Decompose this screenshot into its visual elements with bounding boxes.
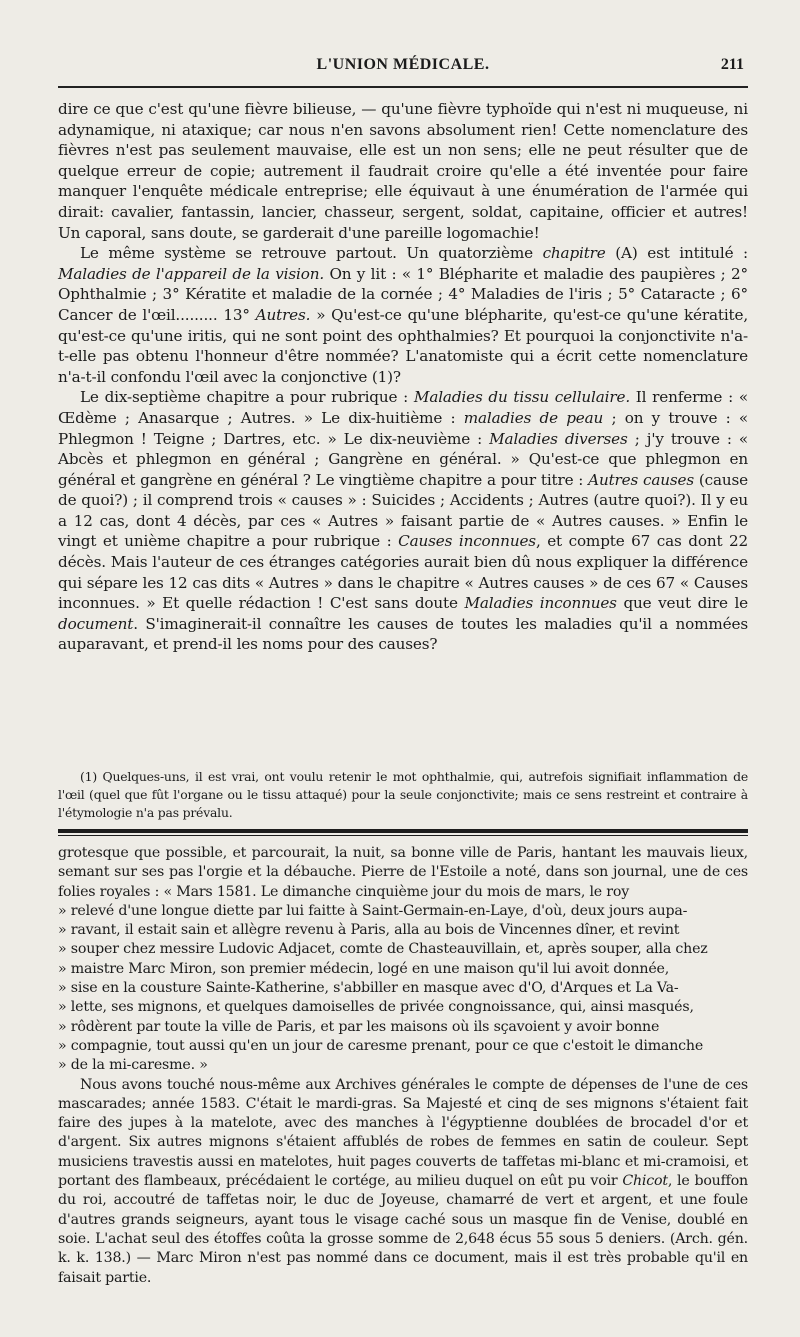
text-run: . S'imaginerait-il connaître les causes de toutes les maladies qu'il a nommées auparavant, et prend-il les noms pour des causes? [58,614,748,654]
footnote: (1) Quelques-uns, il est vrai, ont voulu retenir le mot ophthalmie, qui, autrefois signifiait inflammation de l'œil (quel que fût l'organe ou le tissu attaqué) pour la seule conjonctivite; mais ce sens restreint et contraire à l'étymologie n'a pas prévalu. [58,769,748,820]
italic-run: Maladies inconnues [464,594,617,613]
feuilleton-separator-thin [58,835,748,836]
text-run: Nous avons touché nous-même aux Archives générales le compte de dépenses de l'une de ces mascarades; année 1583. C'était le mardi-gras. Sa Majesté et cinq de ses mignons s'étaient fait faire des jupes à la matelote, avec des manches à l'égyptienne doublées de brocadel d'or et d'argent. Six autres mignons s'étaient affublés de robes de femmes en satin de couleur. Sept musiciens travestis aussi en matelotes, huit pages couverts de taffetas mi-blanc et mi-cramoisi, et portant des flambeaux, précédaient le cortége, au milieu duquel on eût pu voir [58,1076,748,1190]
header-rule [58,86,748,88]
text-run: (A) est intitulé : [605,244,748,263]
quote-line: » compagnie, tout aussi qu'en un jour de caresme prenant, pour ce que c'estoit le dimanche [58,1037,704,1054]
text-run: Le dix-septième chapitre a pour rubrique : [80,388,414,407]
text-run: » Qu'est-ce qu'une blépharite, qu'est-ce qu'une kératite, qu'est-ce qu'une iritis, qui ne sont point des ophthalmies? Et pourquoi la conjonctivite n'a-t-elle pas obtenu l'honneur d'être nommée? L'anatomiste qui a écrit cette nomenclature n'a-t-il confondu l'œil avec la conjonctive (1)? [58,305,749,386]
feuilleton-paragraph: grotesque que possible, et parcourait, la nuit, sa bonne ville de Paris, hantant les mauvais lieux, semant sur ses pas l'orgie et la débauche. Pierre de l'Estoile a noté, dans son journal, une de ces folies royales : « Mars 1581. Le dimanche cinquième jour du mois de mars, le roy [58,845,748,900]
quote-line: » ravant, il estait sain et allègre revenu à Paris, alla au bois de Vincennes dîner, et revint [58,922,680,939]
quote-line: » relevé d'une longue diette par lui faitte à Saint-Germain-en-Laye, d'où, deux jours aupa- [58,902,688,919]
italic-run: Chicot [622,1173,668,1190]
quote-line: » rôdèrent par toute la ville de Paris, et par les maisons où ils sçavoient y avoir bonne [58,1018,660,1035]
italic-run: Maladies diverses [489,429,628,448]
quote-line: » lette, ses mignons, et quelques damoiselles de privée congnoissance, qui, ainsi masqués, [58,999,694,1016]
italic-run: Autres causes [588,470,694,489]
quote-line: » maistre Marc Miron, son premier médecin, logé en une maison qu'il lui avoit donnée, [58,960,670,977]
italic-run: Maladies du tissu cellulaire. [413,388,630,407]
italic-run: maladies de peau [463,408,604,427]
paragraph-chapters [58,387,748,655]
text-run: , le bouffon du roi, accoutré de taffetas noir, le duc de Joyeuse, chamarré de vert et argent, et une foule d'autres grands seigneurs, ayant tous le visage caché sous un masque fin de Venise, doublé en soie. L'achat seul des étoffes coûta la grosse somme de 2,648 écus 55 sous 5 deniers. (Arch. gén. k. k. 138.) — Marc Miron n'est pas nommé dans ce document, mais il est très probable qu'il en faisait partie. [58,1173,748,1286]
journal-title: L'UNION MÉDICALE. [316,56,490,73]
paragraph-fevers: dire ce que c'est qu'une fièvre bilieuse, — qu'une fièvre typhoïde qui n'est ni muqueuse, ni adynamique, ni ataxique; car nous n'en savons absolument rien! Cette nomenclature des fièvres n'est pas seulement mauvaise, elle est un non sens; elle ne peut résulter que de quelque erreur de copie; autrement il faudrait croire qu'elle a été inventée pour faire manquer l'enquête médicale entreprise; elle équivaut à une énumération de l'armée qui dirait: cavalier, fantassin, lancier, chasseur, sergent, soldat, capitaine, officier et autres! Un caporal, sans doute, se garderait d'une pareille logomachie! [58,100,748,242]
quote-line: » sise en la cousture Sainte-Katherine, s'abbiller en masque avec d'O, d'Arques et La Va- [58,980,679,997]
italic-run: chapitre [542,244,606,263]
text-run: ; j'y trouve : « Abcès et phlegmon en général ; Gangrène en général. » Qu'est-ce que phlegmon en général et gangrène en général ? Le vingtième chapitre a pour titre : [58,429,749,489]
feuilleton-paragraph [58,1076,748,1288]
text-run: , et compte 67 cas dont 22 décès. Mais l'auteur de ces étranges catégories aurait bien dû nous expliquer la différence qui sépare les 12 cas dits « Autres » dans le chapitre « Autres causes » de ces 67 « Causes inconnues. » Et quelle rédaction ! C'est sans doute [58,532,749,613]
italic-run: Autres. [255,305,311,324]
quote-line: » souper chez messire Ludovic Adjacet, comte de Chasteauvillain, et, après souper, alla chez [58,941,708,958]
feuilleton [58,844,748,1288]
text-run: que veut dire le [616,594,748,613]
text-run: Il renferme : « Œdème ; Anasarque ; Autres. » Le dix-huitième : [58,388,748,427]
feuilleton-separator-thick [58,829,748,833]
italic-run: document [58,614,134,633]
text-run: On y lit : « 1° Blépharite et maladie des paupières ; 2° Ophthalmie ; 3° Kératite et maladie de la cornée ; 4° Maladies de l'iris ; 5° Cataracte ; 6° Cancer de l'œil......... 13° [58,264,748,324]
running-header [58,0,748,82]
page-number: 211 [720,56,744,73]
main-article [58,99,748,655]
italic-run: Causes inconnues [398,532,536,551]
quote-line: » de la mi-caresme. » [58,1057,208,1074]
text-run: (cause de quoi?) ; il comprend trois « causes » : Suicides ; Accidents ; Autres (autre quoi?). Il y eu a 12 cas, dont 4 décès, par ces « Autres » faisant partie de « Autres causes. » Enfin le vingt et unième chapitre a pour rubrique : [58,470,748,551]
text-run: ; on y trouve : « Phlegmon ! Teigne ; Dartres, etc. » Le dix-neuvième : [58,408,748,448]
paragraph-vision [58,243,748,387]
italic-run: Maladies de l'appareil de la vision. [58,264,325,283]
text-run: Le même système se retrouve partout. Un quatorzième [80,244,543,263]
